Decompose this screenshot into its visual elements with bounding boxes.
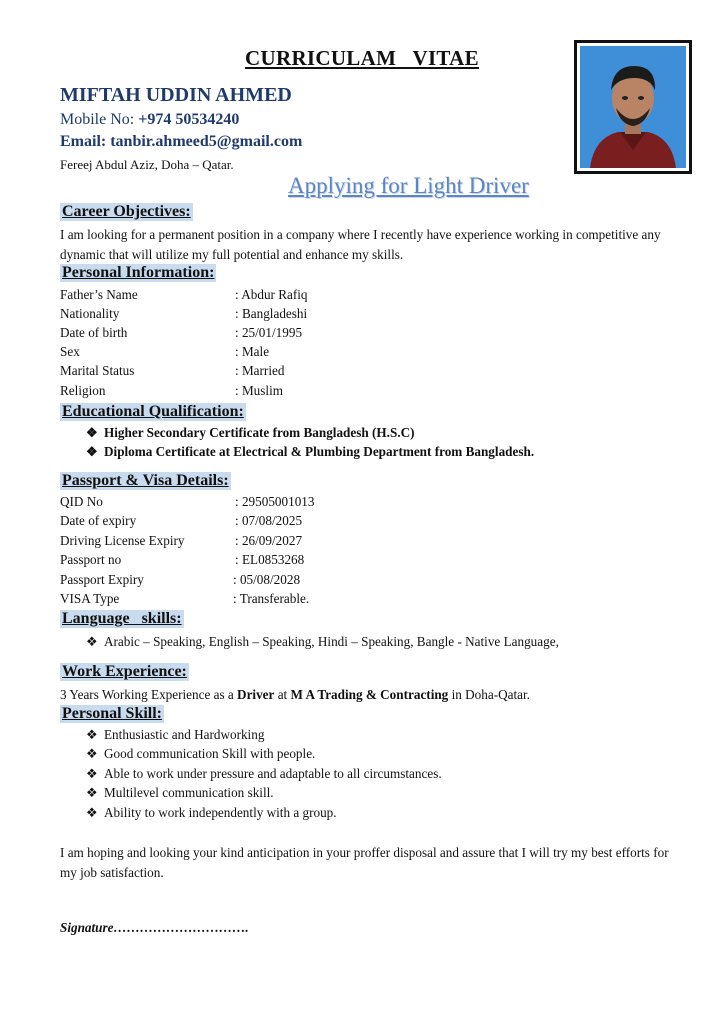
row-value: : 25/01/1995 [235, 325, 303, 340]
skill-item [86, 785, 274, 801]
row-label: Marital Status [60, 363, 135, 378]
skill-item [86, 766, 442, 782]
applying-for-heading: Applying for Light Driver [288, 173, 529, 198]
row-value: : Muslim [235, 383, 283, 398]
personal-row [60, 325, 660, 344]
personal-row [60, 344, 660, 363]
work-at: at [274, 687, 291, 702]
mobile-number: +974 50534240 [138, 111, 240, 128]
row-label: Passport Expiry [60, 572, 144, 587]
passport-row [60, 494, 660, 513]
career-objectives-text: I am looking for a permanent position in a company where I recently have experience working in competitive any dynamic that will utilize my full potential and enhance my skills. [60, 227, 661, 262]
language-item [86, 634, 559, 650]
closing-statement: I am hoping and looking your kind anticipation in your proffer disposal and assure that I will try my best efforts for my job satisfaction. [60, 845, 669, 880]
row-value: : 29505001013 [235, 494, 315, 509]
row-label: QID No [60, 494, 103, 509]
row-label: Date of birth [60, 325, 128, 340]
skill-item [86, 727, 264, 743]
work-company: M A Trading & Contracting [290, 687, 449, 702]
row-value: : Bangladeshi [235, 306, 308, 321]
education-item-text: Higher Secondary Certificate from Bangladesh (H.S.C) [104, 425, 415, 440]
personal-row [60, 306, 660, 325]
passport-row [60, 572, 660, 591]
bullet-diamond-icon: ❖ [86, 727, 98, 742]
personal-row [60, 363, 660, 382]
row-label: Driving License Expiry [60, 533, 185, 548]
personal-information-heading: Personal Information: [62, 264, 215, 281]
row-value: : 26/09/2027 [235, 533, 303, 548]
personal-skill-heading: Personal Skill: [62, 705, 163, 722]
language-item-text: Arabic – Speaking, English – Speaking, Hindi – Speaking, Bangle - Native Language, [104, 634, 559, 649]
email-line: Email: tanbir.ahmeed5@gmail.com [60, 133, 303, 150]
bullet-diamond-icon: ❖ [86, 746, 98, 761]
signature-line: Signature…………………………. [60, 920, 249, 935]
row-value: : Transferable. [233, 591, 310, 606]
bullet-diamond-icon: ❖ [86, 785, 98, 800]
education-item [86, 425, 415, 441]
row-value: : Male [235, 344, 270, 359]
passport-visa-heading: Passport & Visa Details: [62, 472, 229, 489]
row-value: : 05/08/2028 [233, 572, 301, 587]
passport-row [60, 591, 660, 610]
skill-item [86, 746, 315, 762]
candidate-name: MIFTAH UDDIN AHMED [60, 84, 292, 106]
profile-photo [574, 40, 692, 174]
education-item [86, 444, 534, 460]
row-label: VISA Type [60, 591, 120, 606]
row-label: Nationality [60, 306, 120, 321]
bullet-diamond-icon: ❖ [86, 805, 98, 820]
row-label: Religion [60, 383, 106, 398]
row-value: : EL0853268 [235, 552, 305, 567]
skill-item-text: Enthusiastic and Hardworking [104, 727, 265, 742]
personal-row [60, 287, 660, 306]
work-suffix: in Doha-Qatar. [448, 687, 530, 702]
row-value: : Married [235, 363, 285, 378]
bullet-diamond-icon: ❖ [86, 425, 98, 440]
mobile-line [60, 111, 239, 129]
skill-item-text: Ability to work independently with a group. [104, 805, 337, 820]
row-label: Sex [60, 344, 80, 359]
education-item-text: Diploma Certificate at Electrical & Plumbing Department from Bangladesh. [104, 444, 535, 459]
row-label: Date of expiry [60, 513, 137, 528]
row-value: : 07/08/2025 [235, 513, 303, 528]
row-value: : Abdur Rafiq [235, 287, 308, 302]
address-line: Fereej Abdul Aziz, Doha – Qatar. [60, 157, 234, 172]
row-label: Passport no [60, 552, 122, 567]
bullet-diamond-icon: ❖ [86, 634, 98, 649]
passport-row [60, 533, 660, 552]
document-title: CURRICULAM VITAE [245, 46, 479, 70]
passport-row [60, 513, 660, 532]
skill-item [86, 805, 337, 821]
work-experience-text [60, 685, 680, 705]
skill-item-text: Good communication Skill with people. [104, 746, 316, 761]
person-photo-icon [580, 46, 686, 168]
bullet-diamond-icon: ❖ [86, 766, 98, 781]
skill-item-text: Multilevel communication skill. [104, 785, 274, 800]
mobile-label: Mobile No: [60, 111, 135, 128]
personal-row [60, 383, 660, 402]
work-prefix: 3 Years Working Experience as a [60, 687, 238, 702]
education-heading: Educational Qualification: [62, 403, 244, 420]
bullet-diamond-icon: ❖ [86, 444, 98, 459]
skill-item-text: Able to work under pressure and adaptable to all circumstances. [104, 766, 442, 781]
row-label: Father’s Name [60, 287, 138, 302]
career-objectives-heading: Career Objectives: [62, 203, 191, 220]
language-skills-heading: Language skills: [62, 610, 182, 627]
work-role: Driver [237, 687, 275, 702]
passport-row [60, 552, 660, 571]
work-experience-heading: Work Experience: [62, 663, 187, 680]
